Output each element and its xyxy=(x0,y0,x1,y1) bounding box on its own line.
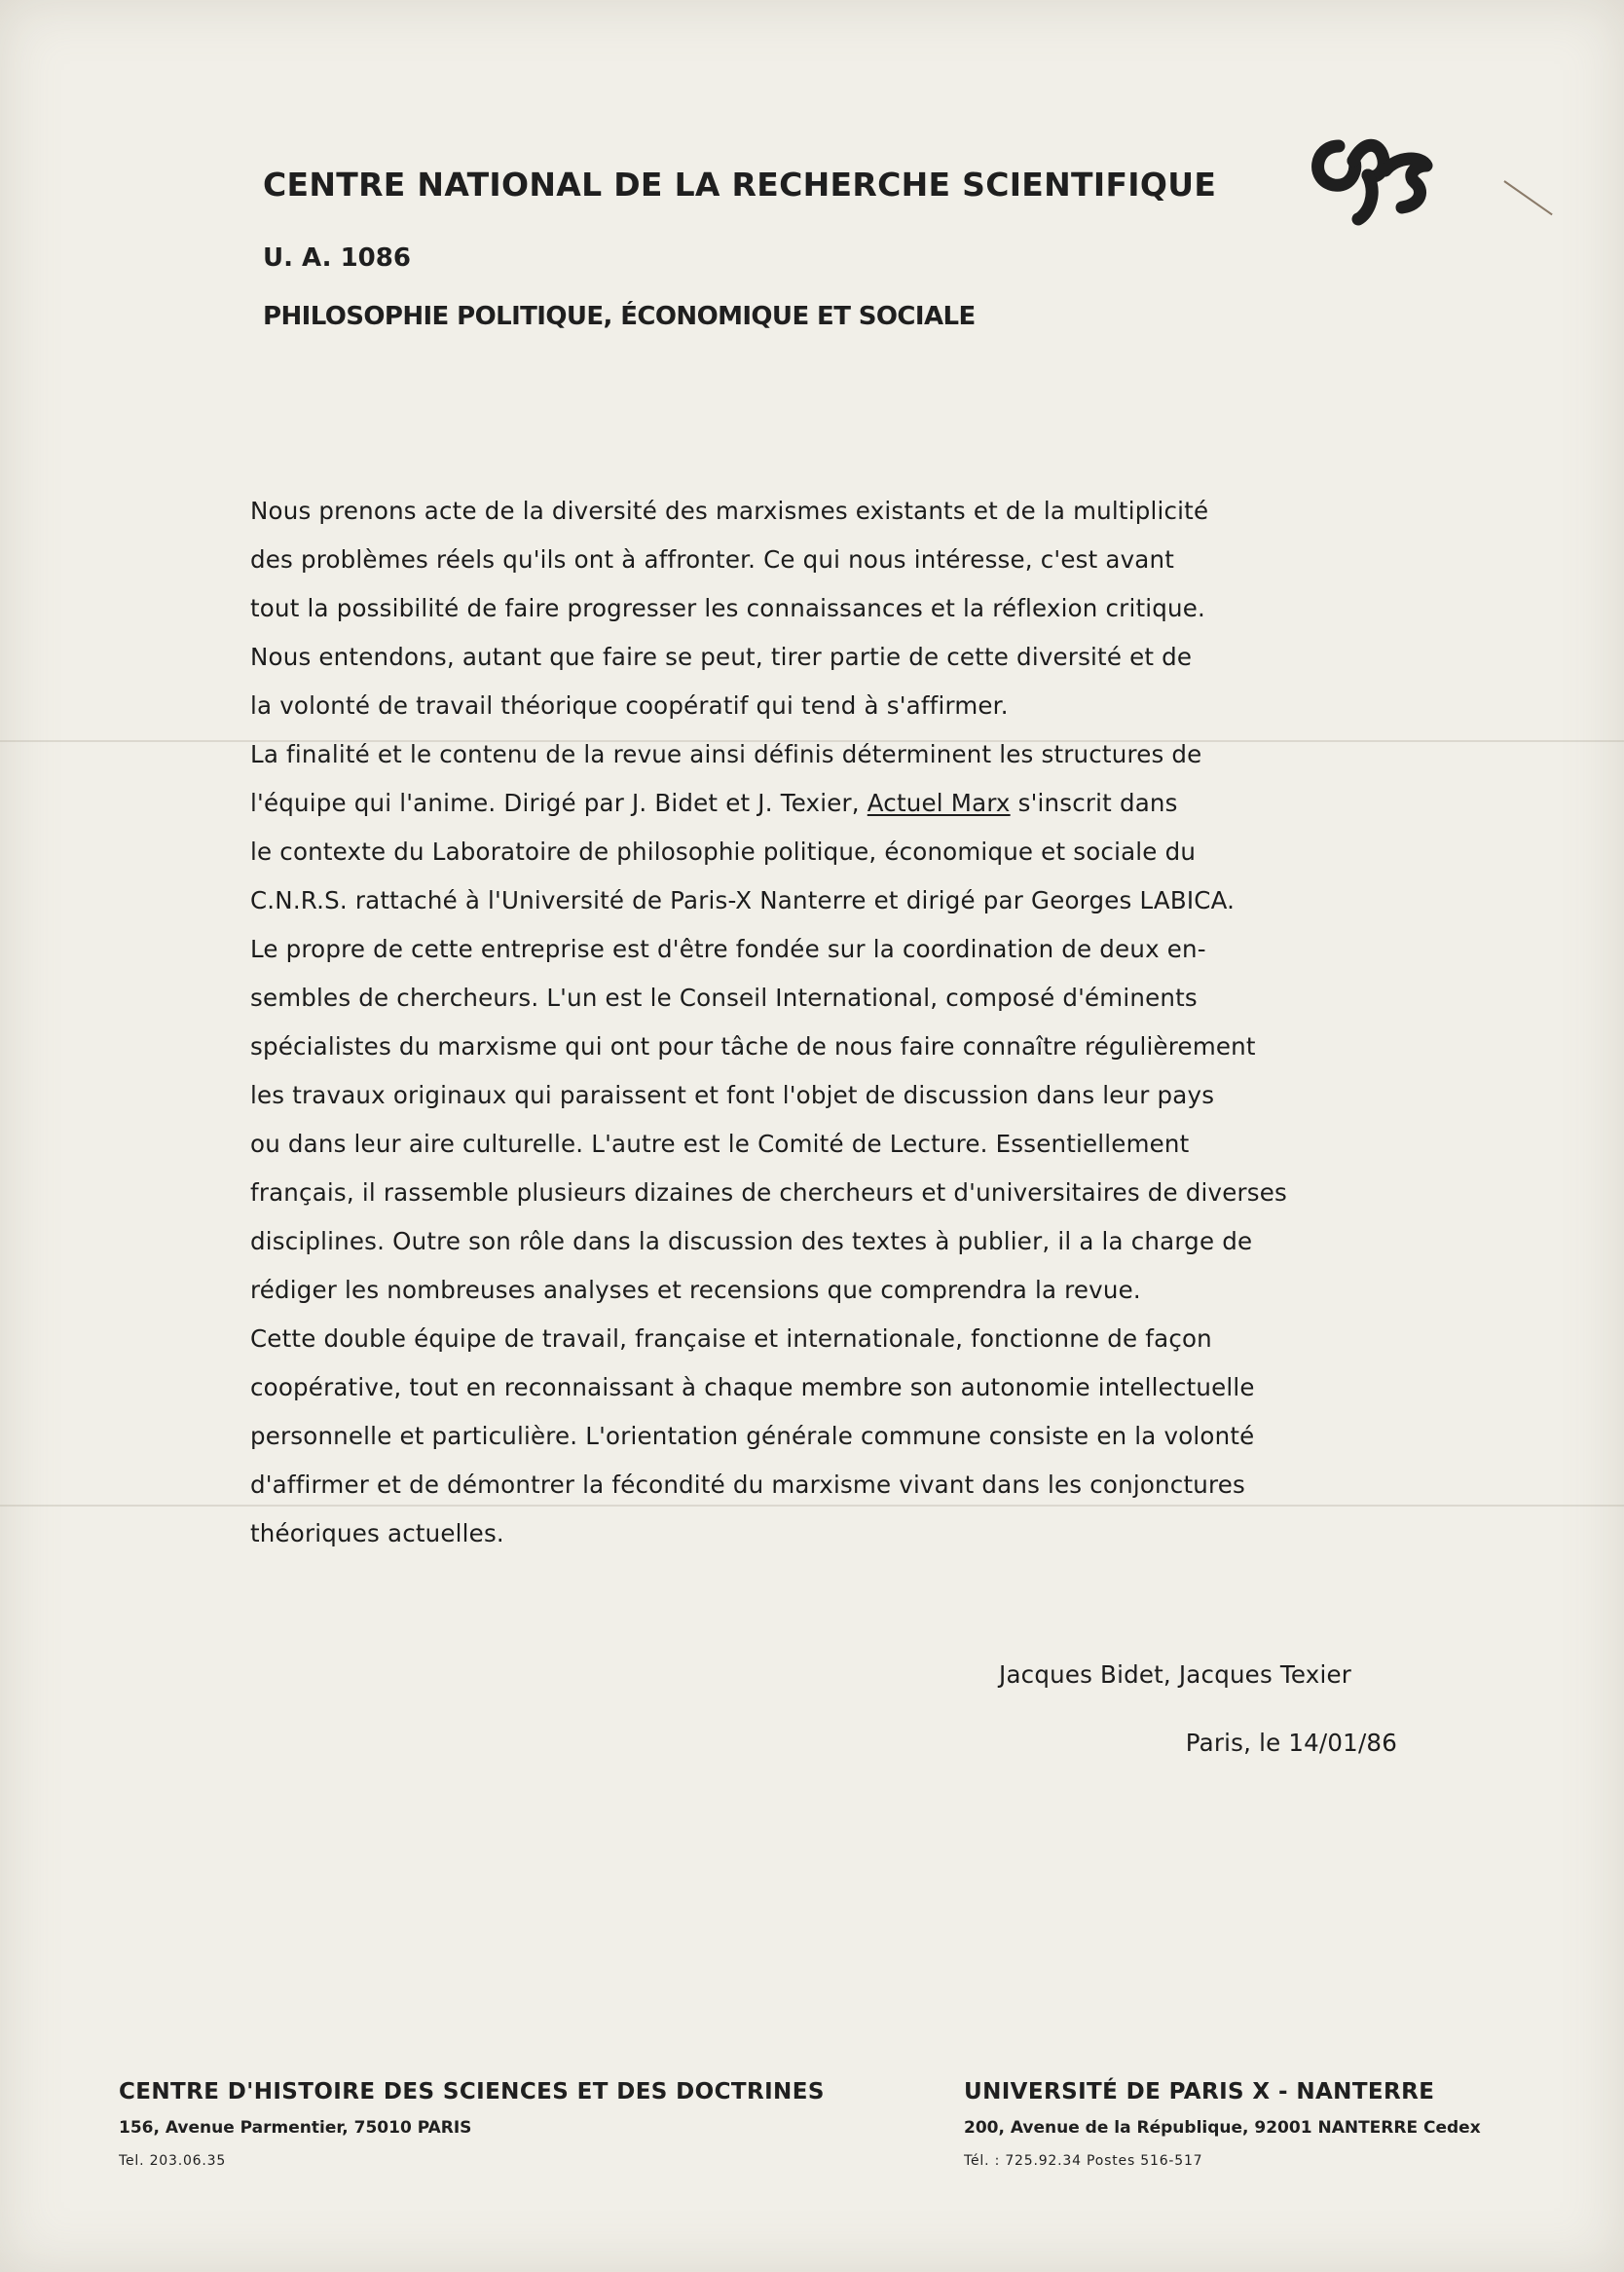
body-line: rédiger les nombreuses analyses et recensions que comprendra la revue. xyxy=(250,1276,1141,1304)
organization-title: CENTRE NATIONAL DE LA RECHERCHE SCIENTIFIQUE xyxy=(263,166,1217,204)
body-line: Le propre de cette entreprise est d'être fondée sur la coordination de deux en- xyxy=(250,935,1206,963)
footer-left-name: CENTRE D'HISTOIRE DES SCIENCES ET DES DOCTRINES xyxy=(119,2079,825,2104)
body-line: La finalité et le contenu de la revue ainsi définis déterminent les structures de xyxy=(250,740,1202,768)
body-line: tout la possibilité de faire progresser les connaissances et la réflexion critique. xyxy=(250,594,1206,622)
body-line: coopérative, tout en reconnaissant à chaque membre son autonomie intellectuelle xyxy=(250,1373,1255,1401)
body-line: Nous entendons, autant que faire se peut, tirer partie de cette diversité et de xyxy=(250,643,1193,671)
footer-right-tel: Tél. : 725.92.34 Postes 516-517 xyxy=(964,2153,1203,2169)
body-line-text: s'inscrit dans xyxy=(1010,789,1178,817)
body-line: spécialistes du marxisme qui ont pour tâche de nous faire connaître régulièrement xyxy=(250,1032,1256,1061)
body-line: les travaux originaux qui paraissent et font l'objet de discussion dans leur pays xyxy=(250,1081,1215,1109)
letter-body xyxy=(250,492,1458,1563)
footer-right xyxy=(964,2079,1481,2169)
body-line xyxy=(250,784,1458,833)
body-line: théoriques actuelles. xyxy=(250,1519,504,1547)
footer-left xyxy=(119,2079,825,2169)
body-line: personnelle et particulière. L'orientation générale commune consiste en la volonté xyxy=(250,1422,1255,1450)
journal-title: Actuel Marx xyxy=(867,789,1011,817)
signature: Jacques Bidet, Jacques Texier xyxy=(999,1660,1351,1689)
footer-right-name: UNIVERSITÉ DE PARIS X - NANTERRE xyxy=(964,2079,1435,2104)
body-line: la volonté de travail théorique coopératif qui tend à s'affirmer. xyxy=(250,691,1009,720)
body-line: C.N.R.S. rattaché à l'Université de Paris-X Nanterre et dirigé par Georges LABICA. xyxy=(250,886,1236,914)
footer-right-address: 200, Avenue de la République, 92001 NANTERRE Cedex xyxy=(964,2118,1481,2138)
cnrs-logo xyxy=(1300,122,1436,229)
place-date: Paris, le 14/01/86 xyxy=(1185,1729,1397,1757)
body-line: disciplines. Outre son rôle dans la discussion des textes à publier, il a la charge de xyxy=(250,1227,1253,1255)
footer-left-tel: Tel. 203.06.35 xyxy=(119,2153,227,2169)
body-line: Nous prenons acte de la diversité des marxismes existants et de la multiplicité xyxy=(250,497,1209,525)
body-line: Cette double équipe de travail, française et internationale, fonctionne de façon xyxy=(250,1324,1212,1353)
body-line: sembles de chercheurs. L'un est le Conseil International, composé d'éminents xyxy=(250,984,1198,1012)
body-line: des problèmes réels qu'ils ont à affronter. Ce qui nous intéresse, c'est avant xyxy=(250,545,1175,574)
unit-code: U. A. 1086 xyxy=(263,243,411,273)
body-line: ou dans leur aire culturelle. L'autre est le Comité de Lecture. Essentiellement xyxy=(250,1130,1190,1158)
footer-left-address: 156, Avenue Parmentier, 75010 PARIS xyxy=(119,2118,472,2138)
laboratory-name: PHILOSOPHIE POLITIQUE, ÉCONOMIQUE ET SOCIALE xyxy=(263,302,976,331)
body-line: d'affirmer et de démontrer la fécondité du marxisme vivant dans les conjonctures xyxy=(250,1471,1245,1499)
body-line: le contexte du Laboratoire de philosophie politique, économique et sociale du xyxy=(250,838,1197,866)
ink-mark xyxy=(1503,180,1552,215)
body-line: français, il rassemble plusieurs dizaines de chercheurs et d'universitaires de diverses xyxy=(250,1178,1288,1207)
body-line-text: l'équipe qui l'anime. Dirigé par J. Bidet et J. Texier, xyxy=(250,789,867,817)
